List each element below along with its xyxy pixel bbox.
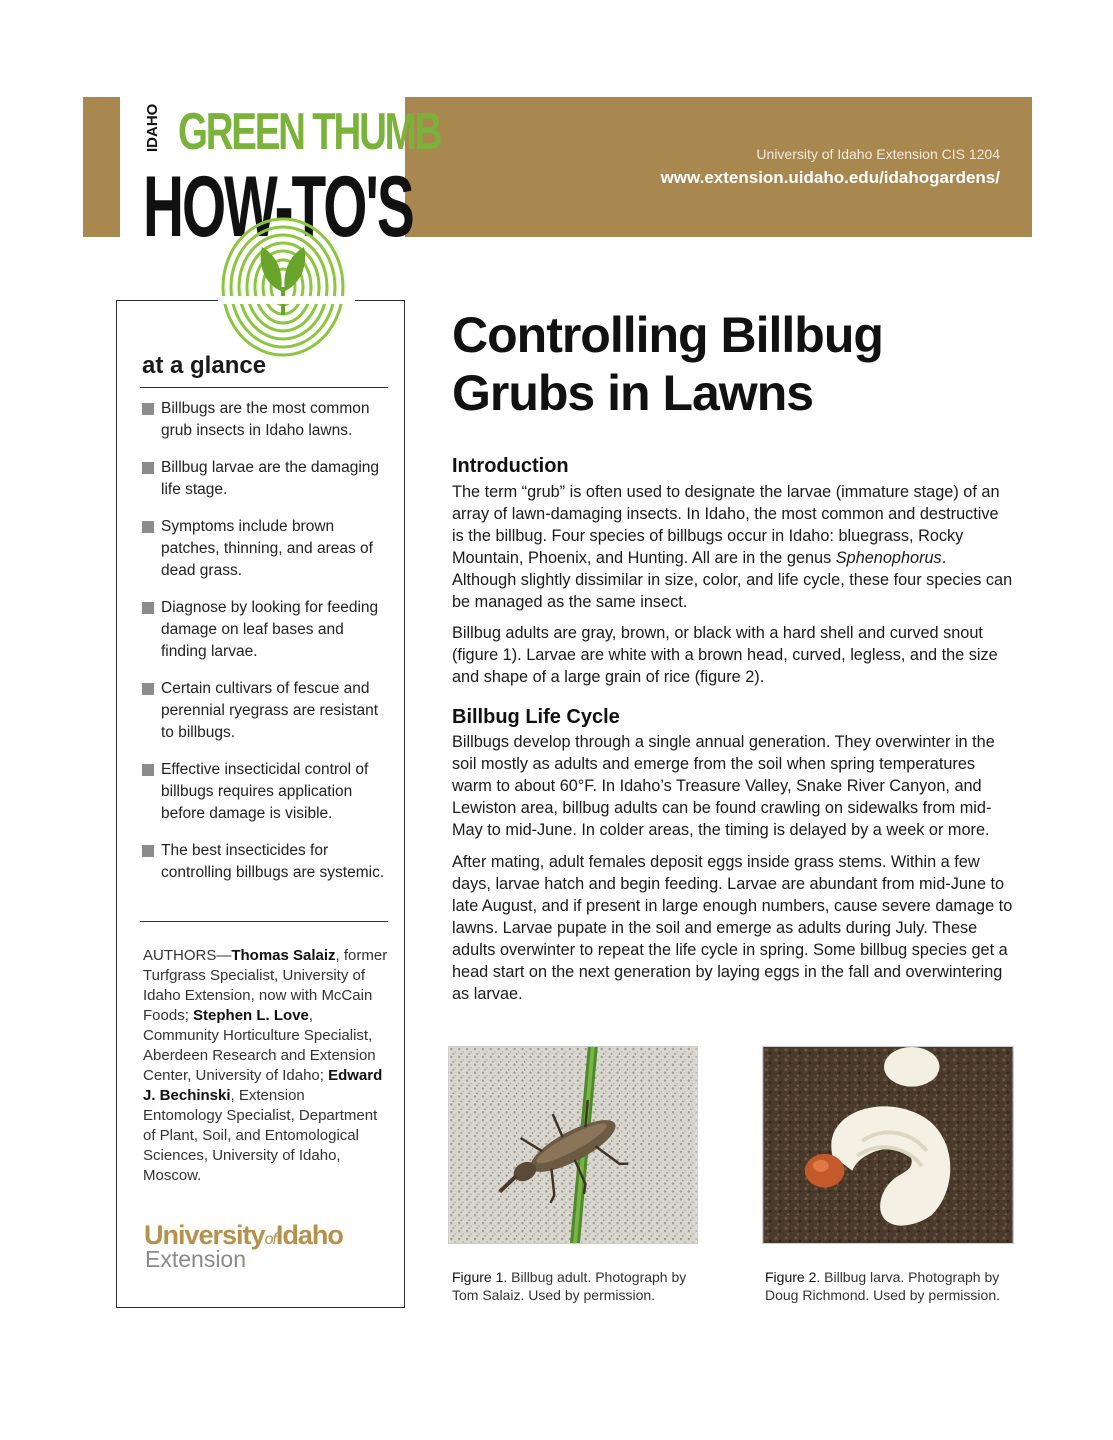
figure-2-caption: Figure 2. Billbug larva. Photograph by Doug Richmond. Used by permission. [765, 1269, 1000, 1303]
intro-paragraph: The term “grub” is often used to designate the larvae (immature stage) of an array of lawn-damaging insects. In Idaho, the most common and destructive is the billbug. Four species of billbugs occur in Idaho: bluegrass, Rocky Mountain, Phoenix, and Hunting. All are in the genus Sphenophorus. Although slightly dissimilar in size, color, and life cycle, these four species can be managed as the same insect. [452, 483, 1013, 611]
glance-item: Billbugs are the most common grub insects in Idaho lawns. [142, 398, 392, 442]
glance-item: Diagnose by looking for feeding damage on leaf bases and finding larvae. [142, 597, 392, 663]
sidebar-title: at a glance [142, 352, 267, 379]
author-name: Stephen L. Love [193, 1007, 309, 1024]
square-bullet-icon [142, 845, 154, 857]
square-bullet-icon [142, 403, 154, 415]
university-of-idaho-logo: UniversityofIdaho [144, 1220, 343, 1250]
section-heading-introduction: Introduction [452, 455, 569, 477]
logo-howtos-text: HOW-TO'S [143, 159, 413, 255]
glance-item: Certain cultivars of fescue and perennial ryegrass are resistant to billbugs. [142, 678, 392, 744]
glance-item: Symptoms include brown patches, thinning, and areas of dead grass. [142, 516, 392, 582]
logo-green-thumb-text: GREEN THUMB [178, 103, 441, 161]
billbug-adult-photo [448, 1046, 698, 1244]
life-cycle-paragraph: Billbugs develop through a single annual generation. They overwinter in the soil mostly as adults and emerge from the soil when spring temperatures warm to about 60°F. In Idaho’s Treasure Valley, Snake River Canyon, and Lewiston area, billbug adults can be found crawling on sidewalks from mid-May to mid-June. In colder areas, the timing is delayed by a week or more. [452, 733, 995, 839]
figure-1-caption: Figure 1. Billbug adult. Photograph by Tom Salaiz. Used by permission. [452, 1269, 687, 1303]
glance-item: Billbug larvae are the damaging life stage. [142, 457, 392, 501]
sidebar-divider [140, 921, 388, 922]
section-heading-life-cycle: Billbug Life Cycle [452, 706, 620, 728]
author-name: Edward J. Bechinski [143, 1067, 383, 1104]
page-title: Controlling Billbug Grubs in Lawns [452, 307, 883, 421]
logo-idaho-text: IDAHO [144, 103, 161, 152]
square-bullet-icon [142, 683, 154, 695]
glance-item: The best insecticides for controlling billbugs are systemic. [142, 840, 392, 884]
sidebar-divider [140, 387, 388, 388]
square-bullet-icon [142, 521, 154, 533]
life-cycle-paragraph: After mating, adult females deposit eggs inside grass stems. Within a few days, larvae hatch and begin feeding. Larvae are abundant from mid-June to late August, and if present in large enough numbers, cause severe damage to lawns. Larvae pupate in the soil and emerge as adults during July. These adults overwinter to repeat the life cycle in spring. Some billbug species get a head start on the next generation by laying eggs in the fall and overwintering as larvae. [452, 853, 1013, 1003]
extension-url[interactable]: www.extension.uidaho.edu/idahogardens/ [660, 168, 1000, 187]
square-bullet-icon [142, 764, 154, 776]
glance-item: Effective insecticidal control of billbugs requires application before damage is visible. [142, 759, 392, 825]
glance-list [142, 398, 392, 899]
billbug-larva-photo [762, 1046, 1014, 1244]
author-name: Thomas Salaiz [231, 947, 336, 964]
intro-paragraph: Billbug adults are gray, brown, or black with a hard shell and curved snout (figure 1). Larvae are white with a brown head, curved, legless, and the size and shape of a large grain of rice (figure 2). [452, 624, 998, 686]
square-bullet-icon [142, 602, 154, 614]
header-band [405, 97, 1032, 237]
authors-block: AUTHORS—Thomas Salaiz, former Turfgrass Specialist, University of Idaho Extension, now with McCain Foods; Stephen L. Love, Community Horticulture Specialist, Aberdeen Research and Extension Center, University of Idaho; Edward J. Bechinski, Extension Entomology Specialist, Department of Plant, Soil, and Entomological Sciences, University of Idaho, Moscow. [143, 947, 388, 1184]
extension-logo-text: Extension [145, 1246, 247, 1272]
publication-number: University of Idaho Extension CIS 1204 [756, 146, 1000, 162]
sidebar-border-gap [218, 296, 355, 304]
header-left-stripe [83, 97, 120, 237]
square-bullet-icon [142, 462, 154, 474]
